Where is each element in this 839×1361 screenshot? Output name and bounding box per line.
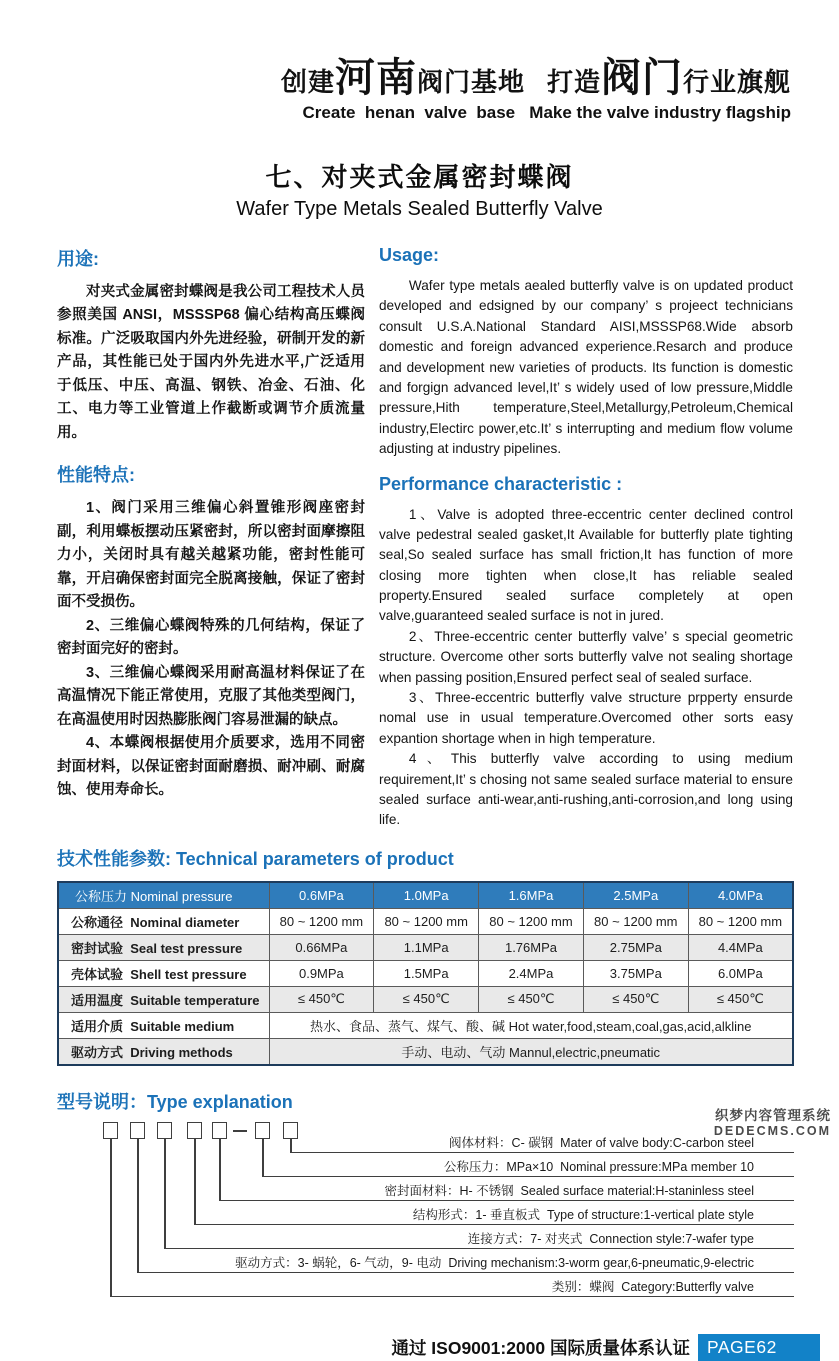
- table-cell: 1.76MPa: [479, 934, 584, 960]
- table-header-cell: 1.0MPa: [374, 882, 479, 909]
- connector-line: [219, 1139, 221, 1200]
- slogan-cn-part: 行业旗舰: [682, 67, 791, 97]
- connector-line: [164, 1139, 166, 1248]
- label-underline: [137, 1272, 794, 1274]
- paragraph: 4、This butterfly valve according to using medium requirement,It’ s chosing not same sealed surface material to ensure sealed surface anti-wear,anti-rushing,anti-corrosion,and long using life.: [379, 751, 793, 828]
- paragraph: 2、Three-eccentric center butterfly valve’ s special geometric structure. Overcome other sorts butterfly valve not sealing shortage when passing position,Ensured perfect seal of sealed surface.: [379, 628, 793, 685]
- paragraph: 1、阀门采用三维偏心斜置锥形阀座密封副，利用蝶板摆动压紧密封，所以密封面摩擦阻力小，关闭时具有越关越紧功能，密封性能可靠，开启确保密封面完全脱离接触，保证了密封面不受损伤。: [57, 500, 365, 611]
- features-en-heading: Performance characteristic :: [379, 473, 623, 494]
- table-row: [58, 960, 793, 986]
- table-cell: ≤ 450℃: [479, 986, 584, 1012]
- table-cell: 2.4MPa: [479, 960, 584, 986]
- paragraph: 3、三维偏心蝶阀采用耐高温材料保证了在高温情况下能正常使用，克服了其他类型阀门，在高温使用时因热膨胀阀门容易泄漏的缺点。: [57, 664, 365, 728]
- table-cell: 6.0MPa: [688, 960, 793, 986]
- label-underline: [194, 1224, 794, 1226]
- page-number-badge: PAGE62: [698, 1334, 820, 1361]
- type-label: 驱动方式：3- 蜗轮，6- 气动，9- 电动 Driving mechanism:3-worm gear,6-pneumatic,9-electric: [235, 1255, 754, 1270]
- paragraph: Wafer type metals aealed butterfly valve is on updated product developed and edsigned by our company’ s projeect technicians consult U.S.A.National Standard AISI,MSSSP68.Wide absorb domestic and foreign advanced experience.Resarch and produce and development new varieties of products. Its function is domestic and forgign advanced level,It’ s widely used of low pressure,Middle pressure,Hith temperature,Steel,Metallurgy,Petroleum,Chemical industry,Electirc power,etc.It’ s interrupting and medium flow volume adjusting at industry pipelines.: [379, 278, 793, 457]
- table-cell-span: 热水、食品、蒸气、煤气、酸、碱 Hot water,food,steam,coal,gas,acid,alkline: [269, 1012, 793, 1038]
- table-cell: 2.75MPa: [583, 934, 688, 960]
- paragraph: 2、三维偏心蝶阀特殊的几何结构，保证了密封面完好的密封。: [57, 617, 365, 658]
- connector-line: [110, 1139, 112, 1296]
- paragraph: 对夹式金属密封蝶阀是我公司工程技术人员参照美国 ANSI，MSSSP68 偏心结构高压蝶阀标准。广泛吸取国内外先进经验，研制开发的新产品，其性能已处于国内外先进水平,广泛适用于低压、中压、高温、钢铁、冶金、石油、化工、电力等工业管道上作截断或调节介质流量用。: [57, 284, 365, 441]
- label-underline: [110, 1296, 794, 1298]
- type-label: 类别：蝶阀 Category:Butterfly valve: [551, 1279, 754, 1294]
- model-code-box: [187, 1122, 202, 1139]
- model-code-box: [103, 1122, 118, 1139]
- type-explanation-heading: 型号说明：Type explanation: [57, 1091, 293, 1112]
- page-title-cn: 七、对夹式金属密封蝶阀: [265, 162, 574, 192]
- features-cn-heading: 性能特点:: [57, 465, 135, 486]
- type-label: 公称压力：MPa×10 Nominal pressure:MPa member 10: [443, 1159, 754, 1174]
- usage-en-heading: Usage:: [379, 245, 440, 265]
- slogan-cn: [0, 58, 791, 98]
- page-title: [0, 157, 839, 221]
- table-header-cell: 4.0MPa: [688, 882, 793, 909]
- slogan-cn-big: 阀门: [600, 56, 683, 100]
- type-label: 连接方式：7- 对夹式 Connection style:7-wafer type: [467, 1231, 754, 1246]
- slogan-cn-part: 创建: [280, 67, 335, 97]
- table-cell: ≤ 450℃: [269, 986, 374, 1012]
- label-underline: [219, 1200, 794, 1202]
- table-header-cell: 公称压力 Nominal pressure: [58, 882, 269, 909]
- table-header-cell: 1.6MPa: [479, 882, 584, 909]
- iso-certification-text: 通过 ISO9001:2000 国际质量体系认证: [391, 1337, 690, 1358]
- table-cell: 3.75MPa: [583, 960, 688, 986]
- header-slogan: [0, 0, 839, 121]
- table-row: [58, 934, 793, 960]
- table-row: [58, 908, 793, 934]
- row-label-cell: 驱动方式 Driving methods: [58, 1038, 269, 1065]
- label-underline: [262, 1176, 794, 1178]
- model-code-dash: [233, 1130, 247, 1132]
- body-columns: [0, 221, 839, 831]
- table-cell: ≤ 450℃: [374, 986, 479, 1012]
- table-cell: 80 ~ 1200 mm: [269, 908, 374, 934]
- features-en-body: [379, 505, 793, 831]
- usage-en-body: [379, 276, 793, 460]
- row-label-cell: 密封试验 Seal test pressure: [58, 934, 269, 960]
- table-cell: 0.9MPa: [269, 960, 374, 986]
- table-row: [58, 986, 793, 1012]
- table-cell: 80 ~ 1200 mm: [583, 908, 688, 934]
- table-header-row: [58, 882, 793, 909]
- table-cell: ≤ 450℃: [583, 986, 688, 1012]
- paragraph: 1、Valve is adopted three-eccentric center declined control valve pedestral sealed gasket,It Available for butterfly plate tighting seal,So sealed surface has small friction,It has function of more closing more tighten when close,It has reliable sealed property.Ensured sealed surface completely at open valve,guaranteed sealed surface is not in jured.: [379, 506, 793, 624]
- table-cell: 4.4MPa: [688, 934, 793, 960]
- table-cell: 0.66MPa: [269, 934, 374, 960]
- table-cell: 80 ~ 1200 mm: [688, 908, 793, 934]
- model-code-box: [212, 1122, 227, 1139]
- label-underline: [290, 1152, 794, 1154]
- column-chinese: [57, 237, 365, 831]
- table-cell: ≤ 450℃: [688, 986, 793, 1012]
- model-code-box: [157, 1122, 172, 1139]
- technical-parameters-table: [57, 881, 794, 1066]
- features-cn-body: [57, 497, 365, 802]
- table-header-cell: 0.6MPa: [269, 882, 374, 909]
- row-label-cell: 壳体试验 Shell test pressure: [58, 960, 269, 986]
- slogan-cn-big: 河南: [334, 56, 417, 100]
- table-row: [58, 1012, 793, 1038]
- page-title-en: Wafer Type Metals Sealed Butterfly Valve: [236, 198, 603, 220]
- table-cell: 1.1MPa: [374, 934, 479, 960]
- column-english: [379, 237, 793, 831]
- model-code-box: [283, 1122, 298, 1139]
- type-label: 结构形式：1- 垂直板式 Type of structure:1-vertical plate style: [412, 1207, 754, 1222]
- table-cell: 1.5MPa: [374, 960, 479, 986]
- row-label-cell: 适用温度 Suitable temperature: [58, 986, 269, 1012]
- usage-cn-heading: 用途:: [57, 249, 99, 269]
- table-heading: 技术性能参数: Technical parameters of product: [57, 848, 454, 869]
- watermark-line2: DEDECMS.COM: [713, 1123, 831, 1138]
- connector-line: [262, 1139, 264, 1176]
- page-footer: [0, 1334, 839, 1361]
- connector-line: [137, 1139, 139, 1272]
- watermark-line1: 织梦内容管理系统: [715, 1108, 831, 1124]
- row-label-cell: 公称通径 Nominal diameter: [58, 908, 269, 934]
- label-underline: [164, 1248, 794, 1250]
- table-header-cell: 2.5MPa: [583, 882, 688, 909]
- slogan-cn-part: 阀门基地: [416, 67, 525, 97]
- table-cell-span: 手动、电动、气动 Mannul,electric,pneumatic: [269, 1038, 793, 1065]
- slogan-cn-part: 打造: [546, 67, 601, 97]
- connector-line: [194, 1139, 196, 1224]
- connector-line: [290, 1139, 292, 1152]
- slogan-en: Create henan valve base Make the valve industry flagship: [302, 103, 791, 122]
- model-code-box: [130, 1122, 145, 1139]
- paragraph: 3、Three-eccentric butterfly valve structure prpperty ensurde nomal use in usual temperature.Overcomed other sorts easy expantion shortage when in high temperature.: [379, 690, 793, 746]
- table-row: [58, 1038, 793, 1065]
- cms-watermark: [714, 1108, 831, 1138]
- paragraph: 4、本蝶阀根据使用介质要求，选用不同密封面材料，以保证密封面耐磨损、耐冲刷、耐腐蚀、使用寿命长。: [57, 735, 365, 799]
- model-code-box: [255, 1122, 270, 1139]
- type-explanation-diagram: [57, 1122, 794, 1308]
- type-label: 密封面材料：H- 不锈钢 Sealed surface material:H-staninless steel: [384, 1183, 754, 1198]
- row-label-cell: 适用介质 Suitable medium: [58, 1012, 269, 1038]
- table-cell: 80 ~ 1200 mm: [374, 908, 479, 934]
- type-label: 阀体材料：C- 碳钢 Mater of valve body:C-carbon steel: [449, 1135, 754, 1150]
- table-cell: 80 ~ 1200 mm: [479, 908, 584, 934]
- usage-cn-body: [57, 281, 365, 445]
